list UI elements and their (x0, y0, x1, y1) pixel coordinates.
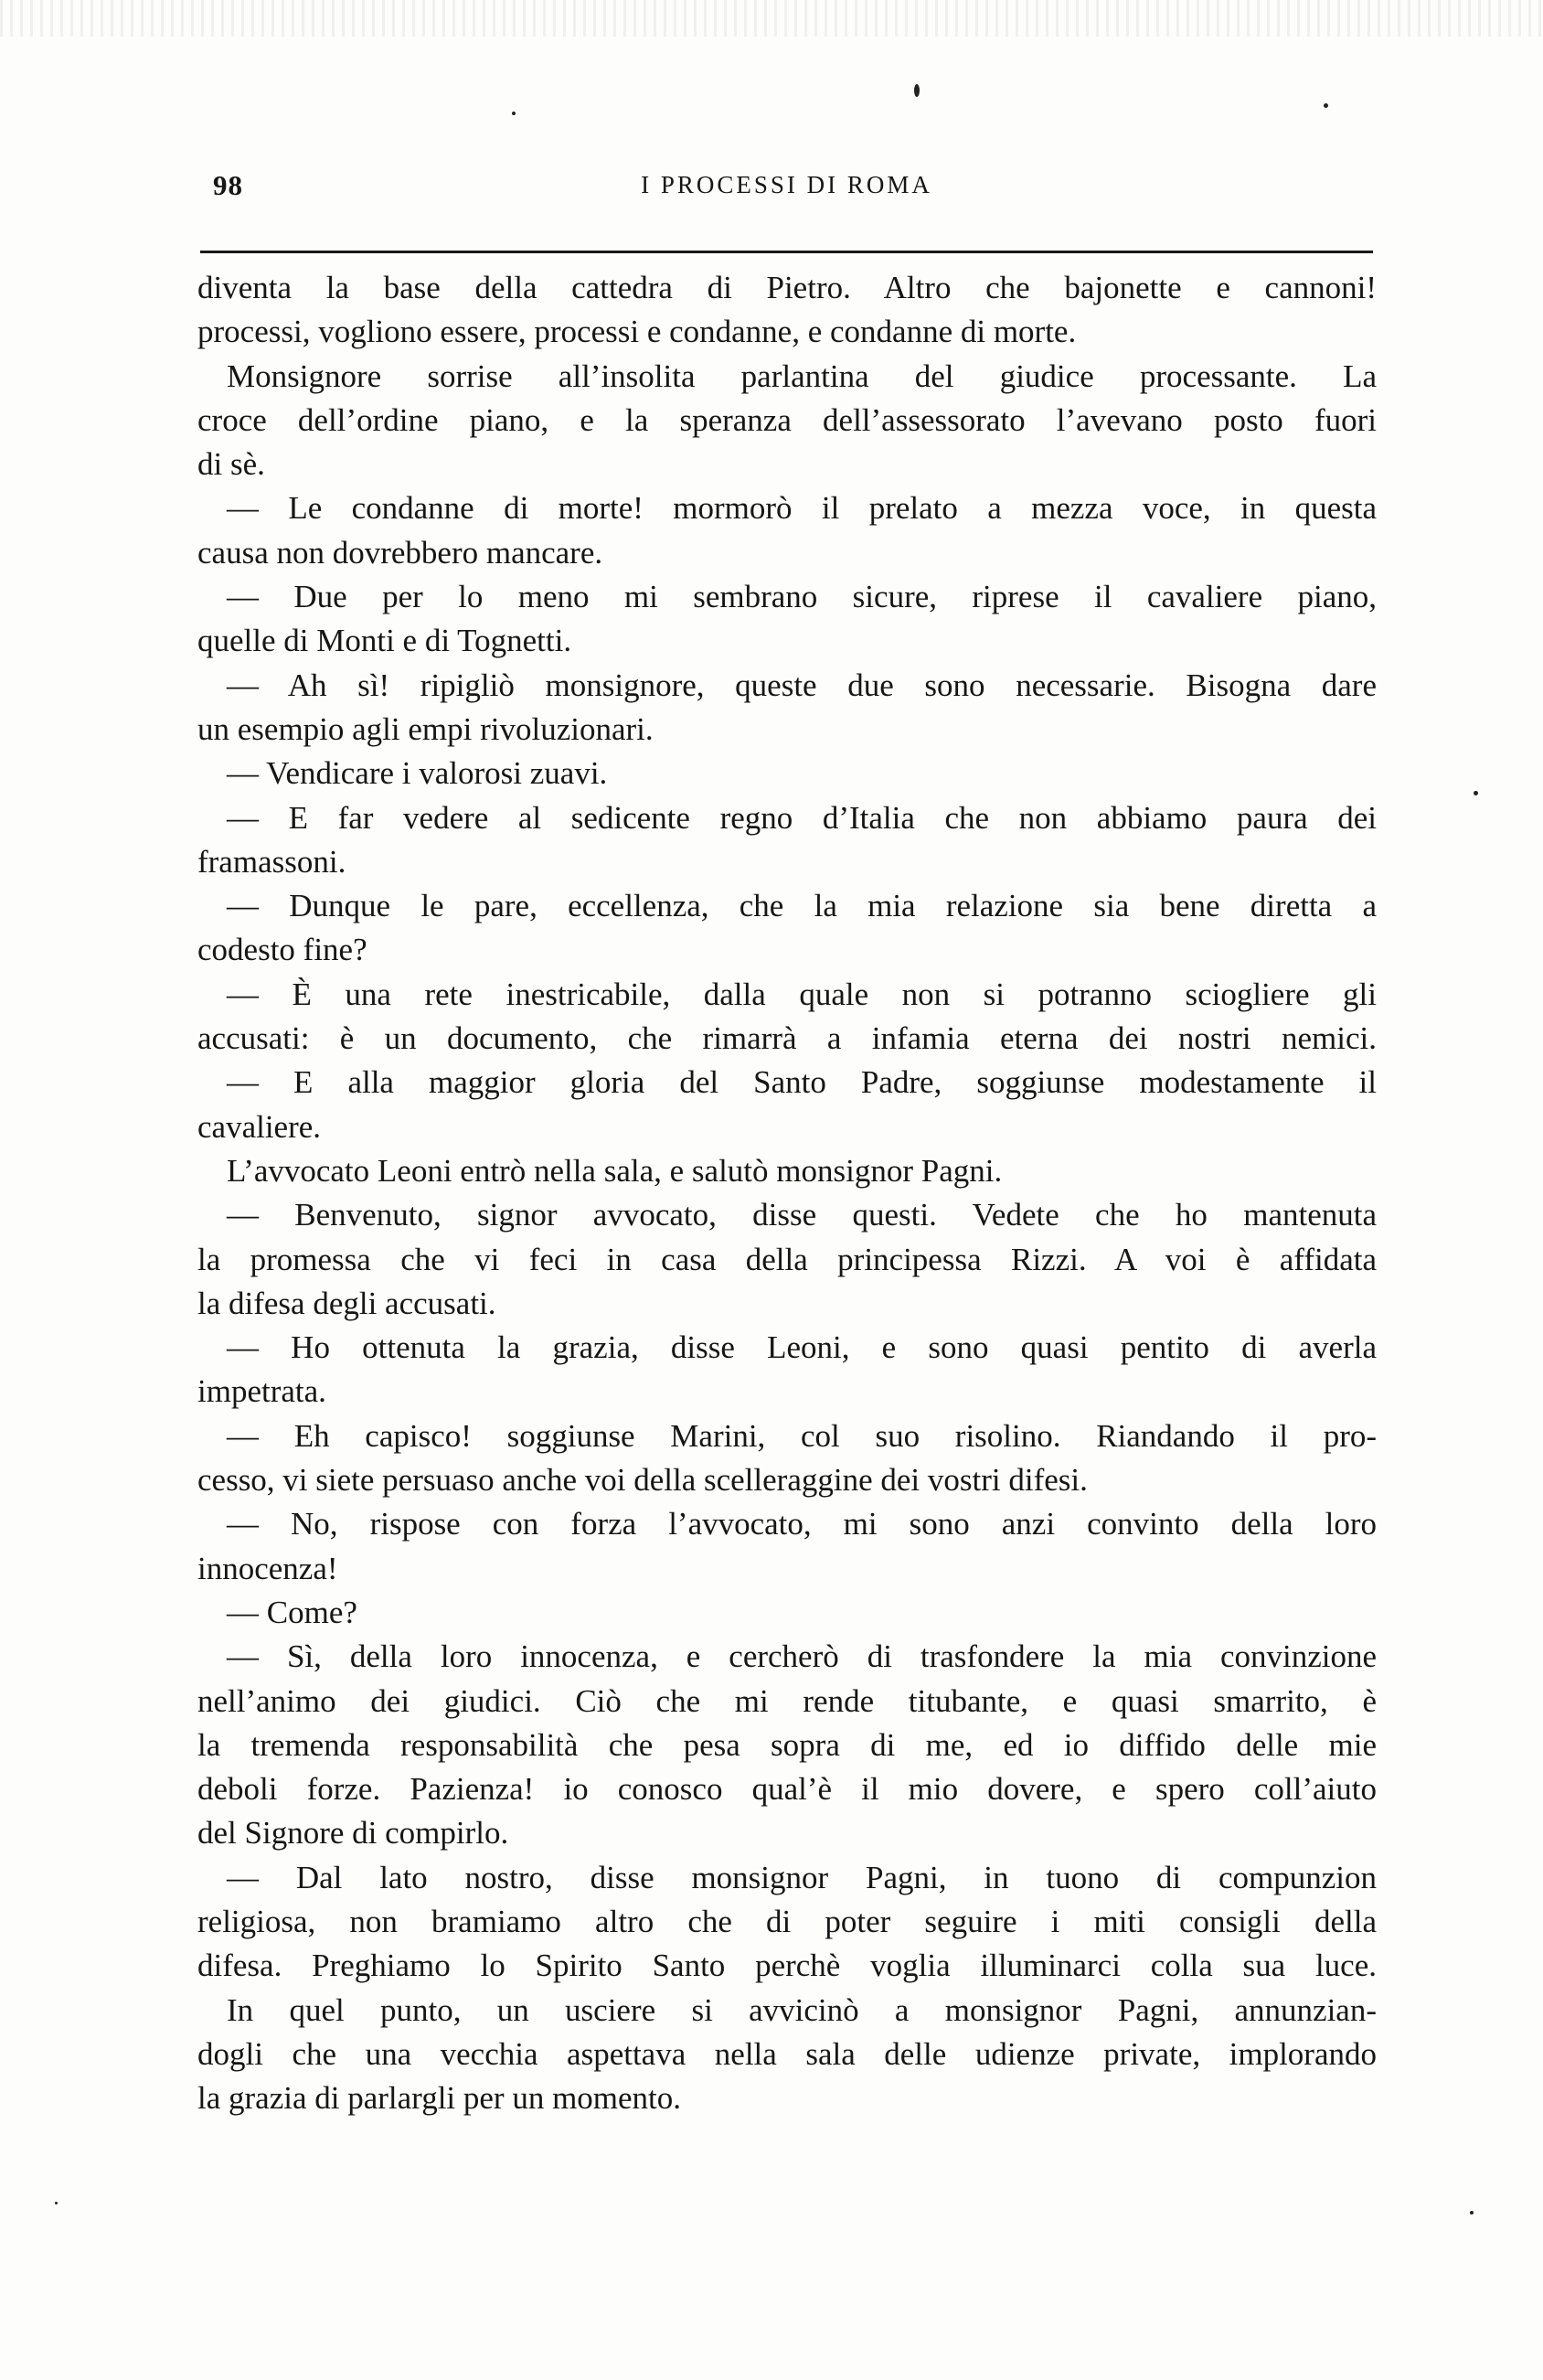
text-line: — Eh capisco! soggiunse Marini, col suo risolino. Riandando il pro- (227, 1417, 1377, 1454)
scan-speck (55, 2202, 58, 2204)
text-line: un esempio agli empi rivoluzionari. (197, 710, 654, 747)
text-line: — Dunque le pare, eccellenza, che la mia relazione sia bene diretta a (227, 888, 1377, 924)
text-line: — È una rete inestricabile, dalla quale non si potranno sciogliere gli (227, 976, 1377, 1012)
text-line: — Ho ottenuta la grazia, disse Leoni, e sono quasi pentito di averla (227, 1329, 1377, 1366)
page-header (200, 160, 1373, 206)
text-line: impetrata. (197, 1373, 326, 1410)
text-line: cesso, vi siete persuaso anche voi della scelleraggine dei vostri difesi. (197, 1462, 1088, 1499)
text-line: diventa la base della cattedra di Pietro. Altro che bajonette e cannoni! (197, 270, 1377, 305)
scan-speck (1470, 2211, 1474, 2215)
text-line: dogli che una vecchia aspettava nella sala delle udienze private, implorando (197, 2035, 1377, 2072)
text-line: — Sì, della loro innocenza, e cercherò di trasfondere la mia convinzione (227, 1638, 1377, 1675)
text-line: deboli forze. Pazienza! io conosco qual’è il mio dovere, e spero coll’aiuto (197, 1771, 1377, 1808)
text-line: processi, vogliono essere, processi e condanne, e condanne di morte. (197, 314, 1077, 350)
text-line: — E far vedere al sedicente regno d’Italia che non abbiamo paura dei (227, 799, 1377, 836)
text-line: codesto fine? (197, 932, 367, 968)
text-line: — Come? (227, 1594, 357, 1630)
text-line: — Due per lo meno mi sembrano sicure, riprese il cavaliere piano, (227, 579, 1377, 615)
text-line: la promessa che vi feci in casa della principessa Rizzi. A voi è affidata (197, 1241, 1377, 1277)
text-line: accusati: è un documento, che rimarrà a infamia eterna dei nostri nemici. (197, 1020, 1377, 1057)
text-line: di sè. (197, 446, 265, 483)
text-line: causa non dovrebbero mancare. (197, 534, 603, 571)
text-line: — E alla maggior gloria del Santo Padre, soggiunse modestamente il (227, 1064, 1377, 1101)
text-line: Monsignore sorrise all’insolita parlantina del giudice processante. La (227, 358, 1377, 394)
text-line: nell’animo dei giudici. Ciò che mi rende titubante, e quasi smarrito, è (197, 1682, 1377, 1719)
text-line: la grazia di parlargli per un momento. (197, 2080, 682, 2117)
text-line: la difesa degli accusati. (197, 1285, 496, 1321)
text-line: — Benvenuto, signor avvocato, disse questi. Vedete che ho mantenuta (227, 1197, 1377, 1233)
text-line: — Dal lato nostro, disse monsignor Pagni, in tuono di compunzion (227, 1859, 1377, 1895)
text-line: religiosa, non bramiamo altro che di poter seguire i miti consigli della (197, 1903, 1377, 1939)
text-line: croce dell’ordine piano, e la speranza dell’assessorato l’avevano posto fuori (197, 401, 1377, 438)
text-line: — Ah sì! ripigliò monsignore, queste due sono necessarie. Bisogna dare (227, 667, 1377, 703)
text-line: framassoni. (197, 843, 346, 880)
text-line: del Signore di compirlo. (197, 1815, 509, 1852)
text-line: cavaliere. (197, 1108, 322, 1145)
scan-speck (512, 112, 516, 115)
scan-speck (914, 84, 920, 97)
text-line: difesa. Preghiamo lo Spirito Santo perchè voglia illuminarci colla sua luce. (197, 1948, 1377, 1984)
text-line: innocenza! (197, 1550, 338, 1586)
body-text (197, 266, 1377, 2120)
scan-speck (1474, 791, 1478, 795)
text-line: — No, rispose con forza l’avvocato, mi sono anzi convinto della loro (227, 1506, 1377, 1542)
header-rule (200, 251, 1373, 253)
text-line: — Vendicare i valorosi zuavi. (227, 755, 608, 792)
text-line: — Le condanne di morte! mormorò il prelato a mezza voce, in questa (227, 490, 1377, 527)
scan-speck (1324, 103, 1328, 108)
text-line: In quel punto, un usciere si avvicinò a monsignor Pagni, annunzian- (227, 1991, 1377, 2028)
text-line: L’avvocato Leoni entrò nella sala, e salutò monsignor Pagni. (227, 1152, 1003, 1189)
scan-noise-top (0, 0, 1543, 37)
page-number: 98 (213, 169, 243, 201)
text-line: la tremenda responsabilità che pesa sopra di me, ed io diffido delle mie (197, 1726, 1377, 1763)
running-title: I PROCESSI DI ROMA (641, 171, 932, 198)
text-line: quelle di Monti e di Tognetti. (197, 623, 572, 659)
